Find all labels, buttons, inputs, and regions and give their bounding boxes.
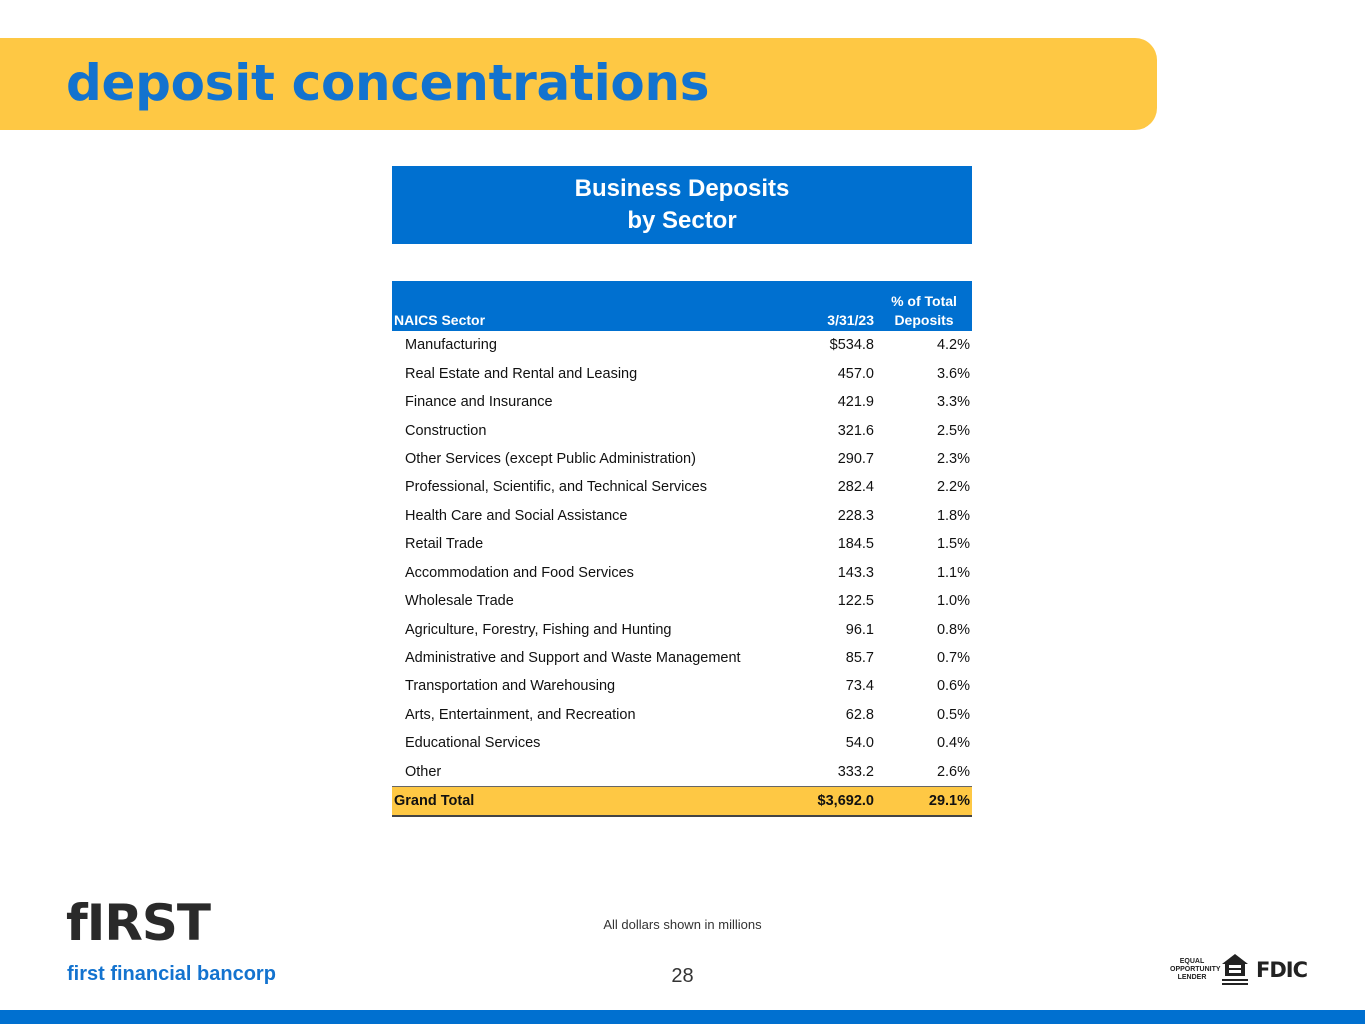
row-sector: Construction	[405, 422, 487, 439]
row-amount: 290.7	[837, 450, 874, 467]
total-amount: $3,692.0	[782, 787, 876, 817]
table-row	[392, 331, 972, 359]
row-amount: 184.5	[837, 536, 874, 553]
row-pct: 2.5%	[936, 422, 970, 439]
bottom-bar	[0, 1010, 1365, 1024]
page-title: deposit concentrations	[66, 54, 710, 112]
row-sector: Finance and Insurance	[405, 394, 553, 411]
table-row	[392, 473, 972, 501]
row-sector: Other Services (except Public Administration)	[405, 450, 696, 467]
table-row	[392, 416, 972, 444]
row-sector: Transportation and Warehousing	[405, 678, 616, 695]
row-sector: Retail Trade	[405, 536, 484, 553]
table-row	[392, 644, 972, 672]
table-row	[392, 587, 972, 615]
regulatory-badges	[1170, 952, 1307, 988]
row-amount: 122.5	[837, 593, 874, 610]
table-title-line2: by Sector	[627, 207, 737, 234]
row-amount: 228.3	[837, 507, 874, 524]
row-sector: Real Estate and Rental and Leasing	[405, 365, 638, 382]
fdic-logo: FDIC	[1256, 958, 1308, 982]
table-title-box	[392, 166, 972, 244]
row-pct: 0.7%	[936, 650, 970, 667]
row-amount: 143.3	[837, 564, 874, 581]
table-row	[392, 729, 972, 757]
row-amount: 421.9	[837, 394, 874, 411]
eol-line2: OPPORTUNITY	[1170, 966, 1221, 973]
row-pct: 2.2%	[936, 479, 970, 496]
row-pct: 1.0%	[936, 593, 970, 610]
row-amount: 333.2	[837, 763, 874, 780]
row-amount: 85.7	[845, 650, 874, 667]
row-pct: 1.1%	[936, 564, 970, 581]
table-row	[392, 502, 972, 530]
row-sector: Administrative and Support and Waste Management	[405, 650, 741, 667]
row-pct: 2.6%	[936, 763, 970, 780]
first-logo-wordmark: fIRST	[66, 894, 210, 952]
row-sector: Manufacturing	[405, 337, 497, 354]
total-pct: 29.1%	[876, 787, 972, 817]
logo-tagline: first financial bancorp	[67, 963, 276, 985]
row-sector: Professional, Scientific, and Technical Services	[405, 479, 707, 496]
row-pct: 2.3%	[936, 450, 970, 467]
eol-line3: LENDER	[1177, 974, 1207, 981]
row-amount: 54.0	[845, 735, 874, 752]
deposits-by-sector-table	[392, 281, 972, 817]
header-sector: NAICS Sector	[392, 281, 782, 331]
page-number: 28	[671, 965, 694, 987]
row-sector: Wholesale Trade	[405, 593, 514, 610]
equal-opportunity-lender-badge	[1170, 958, 1221, 982]
table-row	[392, 359, 972, 387]
row-sector: Health Care and Social Assistance	[405, 507, 628, 524]
row-amount: 457.0	[837, 365, 874, 382]
table-row	[392, 758, 972, 787]
row-amount: 73.4	[845, 678, 874, 695]
header-pct-line2: Deposits	[894, 312, 954, 328]
eol-line1: EQUAL	[1179, 958, 1205, 965]
row-amount: 62.8	[845, 706, 874, 723]
row-amount: $534.8	[829, 337, 874, 354]
row-pct: 0.8%	[936, 621, 970, 638]
footnote: All dollars shown in millions	[603, 917, 762, 932]
row-sector: Agriculture, Forestry, Fishing and Hunting	[405, 621, 672, 638]
row-amount: 321.6	[837, 422, 874, 439]
table-row	[392, 615, 972, 643]
row-sector: Educational Services	[405, 735, 541, 752]
row-pct: 0.4%	[936, 735, 970, 752]
row-amount: 96.1	[845, 621, 874, 638]
row-pct: 0.5%	[936, 706, 970, 723]
row-pct: 3.3%	[936, 394, 970, 411]
row-pct: 4.2%	[936, 337, 970, 354]
row-amount: 282.4	[837, 479, 874, 496]
table-row	[392, 388, 972, 416]
table-row	[392, 530, 972, 558]
header-amount: 3/31/23	[782, 281, 876, 331]
equal-housing-lender-icon	[1220, 952, 1250, 988]
grand-total-row	[392, 787, 972, 817]
row-pct: 1.8%	[936, 507, 970, 524]
table-row	[392, 701, 972, 729]
row-sector: Other	[405, 763, 442, 780]
table-row	[392, 672, 972, 700]
total-label: Grand Total	[392, 787, 782, 817]
row-pct: 3.6%	[936, 365, 970, 382]
header-pct	[876, 281, 972, 331]
row-pct: 1.5%	[936, 536, 970, 553]
row-pct: 0.6%	[936, 678, 970, 695]
header-pct-line1: % of Total	[891, 293, 957, 309]
table-header-row	[392, 281, 972, 331]
row-sector: Arts, Entertainment, and Recreation	[405, 706, 636, 723]
table-row	[392, 559, 972, 587]
table-row	[392, 445, 972, 473]
row-sector: Accommodation and Food Services	[405, 564, 634, 581]
table-title-line1: Business Deposits	[574, 175, 790, 202]
